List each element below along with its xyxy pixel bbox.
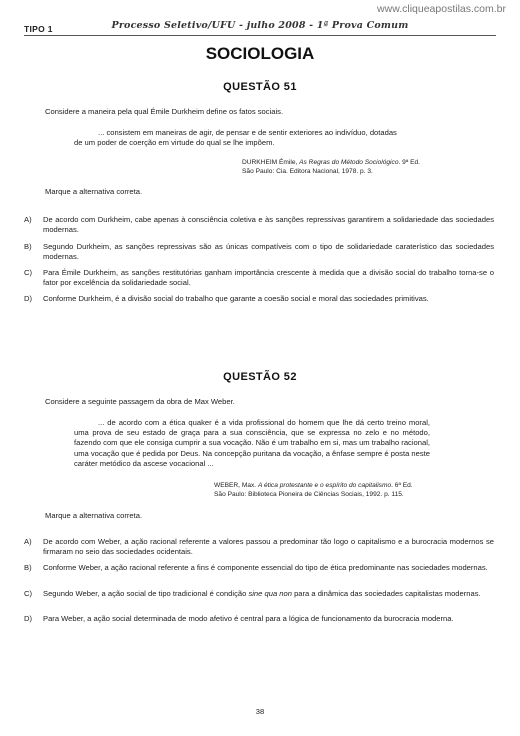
citation-publisher: São Paulo: Cia. Editora Nacional, 1978. p. 3.: [242, 168, 373, 175]
option-text: [43, 589, 494, 599]
citation-author: WEBER, Max.: [214, 482, 258, 489]
question-52-option-d[interactable]: [24, 614, 494, 624]
option-text: Segundo Durkheim, as sanções repressivas são as únicas compatíveis com o tipo de solidariedade caraterístico das sociedades modernas.: [43, 242, 494, 261]
citation-author: DURKHEIM Émile,: [242, 159, 300, 166]
question-51-quote-line-2: de um poder de coerção em virtude do qual se lhe impõem.: [74, 138, 275, 147]
question-51-option-c[interactable]: [24, 268, 494, 288]
header-rule: [24, 35, 496, 36]
option-text: De acordo com Weber, a ação racional referente a valores passou a predominar tão logo o capitalismo e a burocracia modernos se firmaram no seio das sociedades ocidentais.: [43, 537, 494, 556]
site-watermark: www.cliqueapostilas.com.br: [377, 3, 506, 15]
option-letter: B): [24, 242, 32, 251]
option-text-end: para a dinâmica das sociedades capitalistas modernas.: [291, 589, 481, 598]
question-51-title: QUESTÃO 51: [223, 81, 297, 93]
option-text-start: Segundo Weber, a ação social de tipo tradicional é condição: [43, 589, 249, 598]
option-text: De acordo com Durkheim, cabe apenas à consciência coletiva e às sanções repressivas garantirem a solidariedade das sociedades modernas.: [43, 215, 494, 234]
question-51-citation: [242, 158, 482, 176]
question-51-option-d[interactable]: [24, 294, 494, 304]
question-52-citation: [214, 481, 474, 499]
question-52-option-c[interactable]: [24, 589, 494, 599]
citation-work: As Regras do Método Sociológico: [299, 159, 399, 166]
option-letter: A): [24, 215, 32, 224]
exam-title: Processo Seletivo/UFU - julho 2008 - 1ª Prova Comum: [111, 20, 409, 31]
option-letter: C): [24, 589, 33, 598]
option-text-latin: sine qua non: [248, 589, 292, 598]
option-text: Para Émile Durkheim, as sanções restitutórias ganham importância crescente à medida que a divisão social do trabalho torna-se o fator por excelência da solidariedade social.: [43, 268, 494, 287]
exam-type-label: TIPO 1: [24, 24, 53, 34]
option-letter: A): [24, 537, 32, 546]
page-number: 38: [255, 707, 265, 716]
question-52-option-a[interactable]: [24, 537, 494, 557]
question-52-title: QUESTÃO 52: [223, 371, 297, 383]
citation-publisher: São Paulo: Biblioteca Pioneira de Ciências Sociais, 1992. p. 115.: [214, 491, 404, 498]
option-letter: B): [24, 563, 32, 572]
question-52-instruction: Marque a alternativa correta.: [45, 511, 143, 520]
option-letter: D): [24, 294, 33, 303]
option-text: Conforme Durkheim, é a divisão social do trabalho que garante a coesão social e moral das sociedades primitivas.: [43, 294, 429, 303]
subject-title: SOCIOLOGIA: [205, 44, 315, 63]
citation-edition: . 9ª Ed.: [398, 159, 420, 166]
question-51-instruction: Marque a alternativa correta.: [45, 187, 143, 196]
question-52-quote: ... de acordo com a ética quaker é a vida profissional do homem que lhe dá certo treino moral, uma prova de seu estado de graça para a sua consciência, que se expressa no zelo e no método, fazendo com que ele consiga cumprir a sua vocação. Não é um trabalho em si, mas um trabalho racional, uma vocação que é pedida por Deus. Na concepção puritana da vocação, a ênfase sempre é posta neste caráter metódico da ascese vocacional ...: [74, 418, 430, 468]
question-51-option-a[interactable]: [24, 215, 494, 235]
question-52-option-b[interactable]: [24, 563, 494, 573]
question-52-intro: Considere a seguinte passagem da obra de Max Weber.: [45, 397, 235, 406]
question-51-quote-line-1: ... consistem em maneiras de agir, de pensar e de sentir exteriores ao indivíduo, dotadas: [98, 128, 397, 137]
question-51-option-b[interactable]: [24, 242, 494, 262]
option-letter: C): [24, 268, 33, 277]
option-text: Para Weber, a ação social determinada de modo afetivo é central para a lógica de funcionamento da burocracia moderna.: [43, 614, 454, 623]
citation-edition: . 6ª Ed.: [391, 482, 413, 489]
question-51-intro: Considere a maneira pela qual Émile Durkheim define os fatos sociais.: [45, 107, 284, 116]
option-text: Conforme Weber, a ação racional referente a fins é componente essencial do tipo de ética predominante nas sociedades modernas.: [43, 563, 488, 572]
option-letter: D): [24, 614, 33, 623]
citation-work: A ética protestante e o espírito do capitalismo: [257, 482, 392, 489]
